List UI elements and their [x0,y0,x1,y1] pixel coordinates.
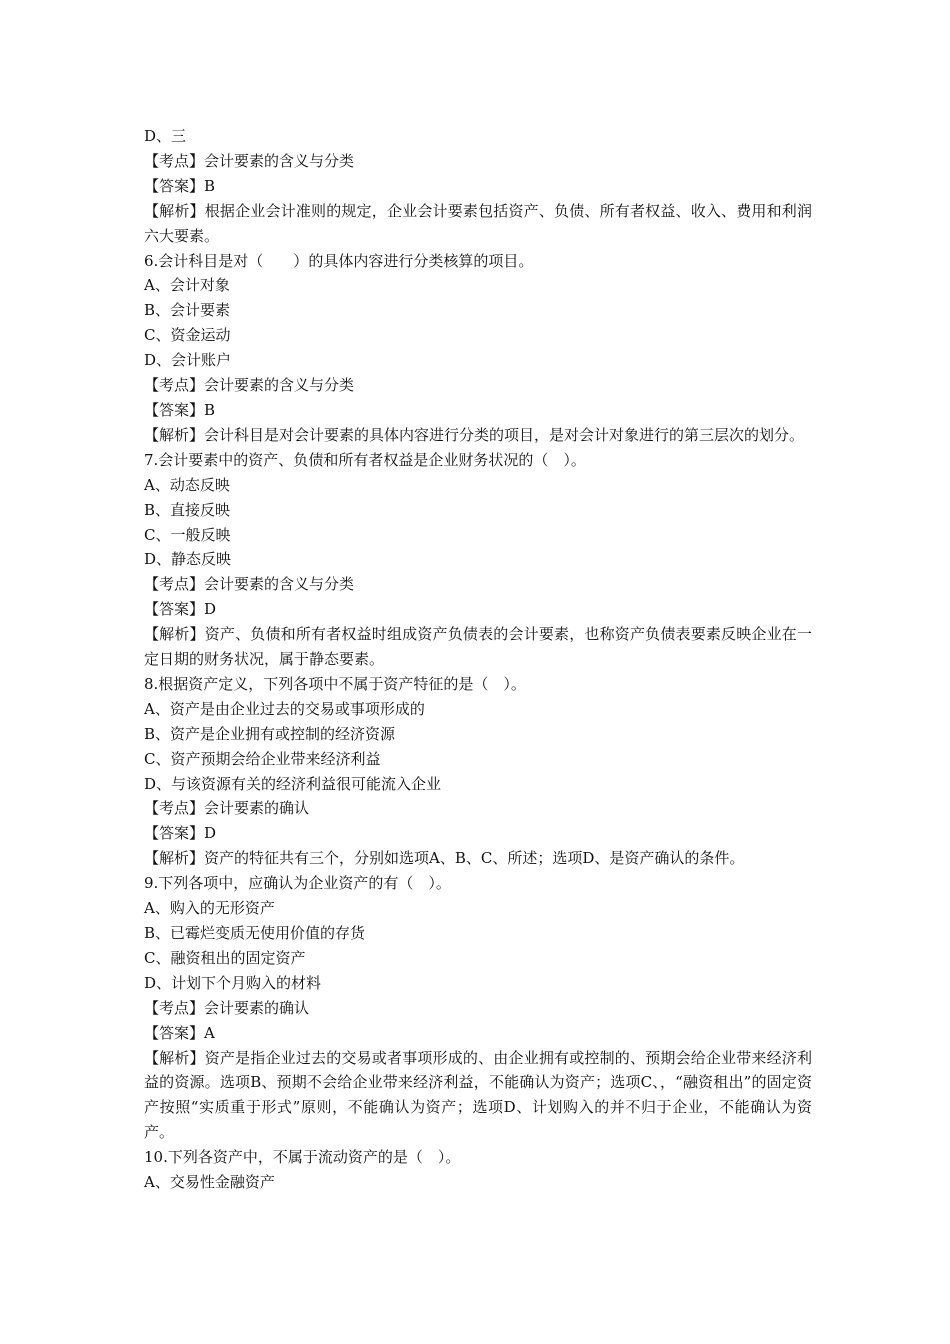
option-line: A、交易性金融资产 [144,1173,275,1192]
question-8: 8.根据资产定义，下列各项中不属于资产特征的是（ ）。 [144,674,526,693]
answer-line: 【答案】A [144,1023,215,1042]
option-line: A、购入的无形资产 [144,899,275,918]
exam-point-line: 【考点】会计要素的含义与分类 [144,575,355,594]
option-line: D、与该资源有关的经济利益很可能流入企业 [144,774,442,793]
question-9: 9.下列各项中，应确认为企业资产的有（ ）。 [144,874,451,893]
exam-point-line: 【考点】会计要素的确认 [144,998,310,1017]
question-6: 6.会计科目是对（ ）的具体内容进行分类核算的项目。 [144,251,534,270]
answer-line: 【答案】D [144,600,217,619]
option-line: B、会计要素 [144,301,231,320]
option-line: B、直接反映 [144,500,231,519]
exam-point-line: 【考点】会计要素的含义与分类 [144,151,355,170]
option-line: C、资金运动 [144,326,231,345]
exam-content [144,124,812,1195]
answer-line: 【答案】B [144,176,216,195]
option-line: C、一般反映 [144,525,231,544]
question-7: 7.会计要素中的资产、负债和所有者权益是企业财务状况的（ ）。 [144,450,586,469]
option-line: D、三 [144,127,187,145]
option-line: D、计划下个月购入的材料 [144,973,322,992]
analysis-paragraph: 【解析】资产的特征共有三个，分别如选项A、B、C、所述；选项D、是资产确认的条件。 [144,849,745,868]
option-line: D、会计账户 [144,351,232,370]
analysis-paragraph: 【解析】资产是指企业过去的交易或者事项形成的、由企业拥有或控制的、预期会给企业带来经济利益的资源。选项B、预期不会给企业带来经济利益，不能确认为资产；选项C、，“融资租出”的固定资产按照“实质重于形式”原则，不能确认为资产；选项D、计划购入的并不归于企业，不能确认为资产。 [144,1048,812,1142]
option-line: B、已霉烂变质无使用价值的存货 [144,924,366,942]
option-line: D、静态反映 [144,550,232,569]
analysis-paragraph: 【解析】根据企业会计准则的规定，企业会计要素包括资产、负债、所有者权益、收入、费用和利润六大要素。 [144,201,812,245]
answer-line: 【答案】D [144,824,217,843]
question-10: 10.下列各资产中，不属于流动资产的是（ ）。 [144,1148,461,1167]
option-line: A、动态反映 [144,475,230,494]
answer-line: 【答案】B [144,400,216,419]
option-line: A、资产是由企业过去的交易或事项形成的 [144,699,425,718]
exam-point-line: 【考点】会计要素的确认 [144,799,310,818]
analysis-paragraph: 【解析】会计科目是对会计要素的具体内容进行分类的项目，是对会计对象进行的第三层次的划分。 [144,425,805,444]
option-line: A、会计对象 [144,276,230,295]
exam-point-line: 【考点】会计要素的含义与分类 [144,376,355,395]
analysis-paragraph: 【解析】资产、负债和所有者权益时组成资产负债表的会计要素，也称资产负债表要素反映企业在一定日期的财务状况，属于静态要素。 [144,625,812,669]
option-line: B、资产是企业拥有或控制的经济资源 [144,724,396,743]
option-line: C、融资租出的固定资产 [144,948,306,967]
option-line: C、资产预期会给企业带来经济利益 [144,749,381,768]
